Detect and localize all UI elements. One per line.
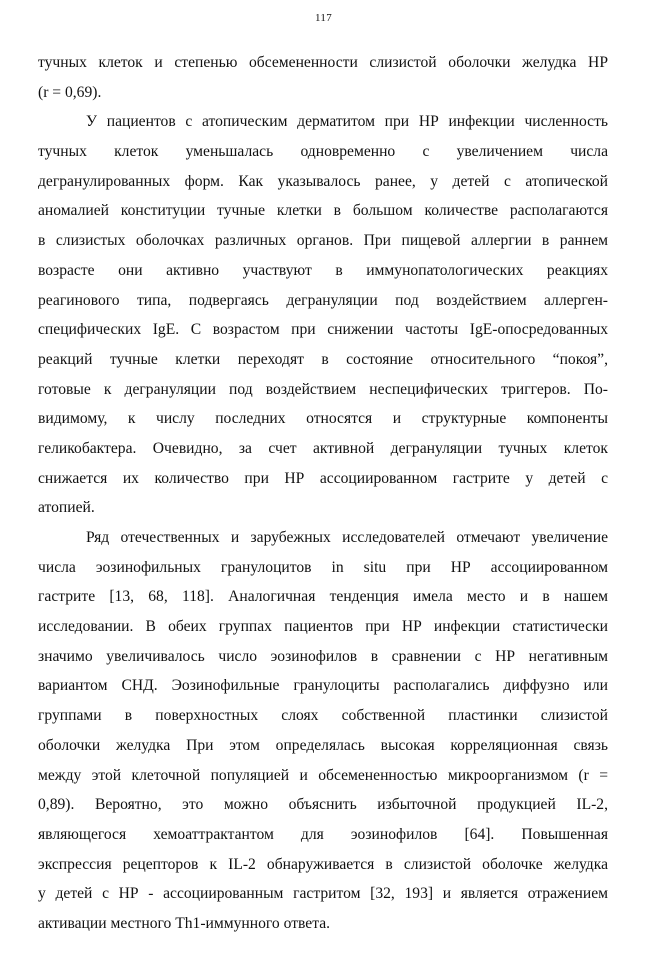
text-line: атопией. (38, 499, 95, 517)
text-line: готовые к дегрануляции под воздействием неспецифических триггеров. По- (38, 380, 608, 398)
body-text (38, 48, 608, 939)
text-line: снижается их количество при НР ассоциированном гастрите у детей с (38, 469, 608, 487)
text-line: являющегося хемоаттрактантом для эозинофилов [64]. Повышенная (38, 825, 608, 843)
text-line: специфических IgE. С возрастом при снижении частоты IgE-опосредованных (38, 321, 608, 339)
text-line: дегранулированных форм. Как указывалось ранее, у детей с атопической (38, 172, 608, 190)
text-line: аномалией конституции тучные клетки в большом количестве располагаются (38, 202, 608, 220)
page-number: 117 (315, 12, 332, 24)
text-line: исследовании. В обеих группах пациентов при НР инфекции статистически (38, 618, 608, 636)
text-line: (r = 0,69). (38, 83, 102, 101)
text-line: У пациентов с атопическим дерматитом при НР инфекции численность (86, 113, 608, 131)
text-line: тучных клеток и степенью обсемененности слизистой оболочки желудка НР (38, 54, 608, 71)
text-line: значимо увеличивалось число эозинофилов в сравнении с НР негативным (38, 647, 608, 665)
text-line: гастрите [13, 68, 118]. Аналогичная тенденция имела место и в нашем (38, 588, 608, 606)
text-line: в слизистых оболочках различных органов. При пищевой аллергии в раннем (38, 232, 608, 250)
text-line: Ряд отечественных и зарубежных исследователей отмечают увеличение (86, 529, 608, 546)
text-line: тучных клеток уменьшалась одновременно с увеличением числа (38, 143, 608, 161)
text-line: вариантом СНД. Эозинофильные гранулоциты располагались диффузно или (38, 677, 608, 695)
text-line: оболочки желудка При этом определялась высокая корреляционная связь (38, 736, 608, 754)
text-line: числа эозинофильных гранулоцитов in situ при НР ассоциированном (38, 558, 608, 576)
text-line: видимому, к числу последних относятся и структурные компоненты (38, 410, 608, 428)
text-line: реакций тучные клетки переходят в состояние относительного “покоя”, (38, 350, 608, 368)
text-line: группами в поверхностных слоях собственной пластинки слизистой (38, 707, 608, 725)
text-line: у детей с НР - ассоциированным гастритом [32, 193] и является отражением (38, 885, 608, 903)
text-line: возрасте они активно участвуют в иммунопатологических реакциях (38, 261, 608, 279)
text-line: геликобактера. Очевидно, за счет активной дегрануляции тучных клеток (38, 439, 608, 457)
text-line: активации местного Th1-иммунного ответа. (38, 914, 331, 932)
text-line: 0,89). Вероятно, это можно объяснить избыточной продукцией IL-2, (38, 796, 608, 814)
text-line: реагинового типа, подвергаясь дегрануляции под воздействием аллерген- (38, 291, 608, 309)
text-line: между этой клеточной популяцией и обсемененностью микроорганизмом (r = (38, 766, 608, 784)
text-line: экспрессия рецепторов к IL-2 обнаруживается в слизистой оболочке желудка (38, 855, 608, 873)
